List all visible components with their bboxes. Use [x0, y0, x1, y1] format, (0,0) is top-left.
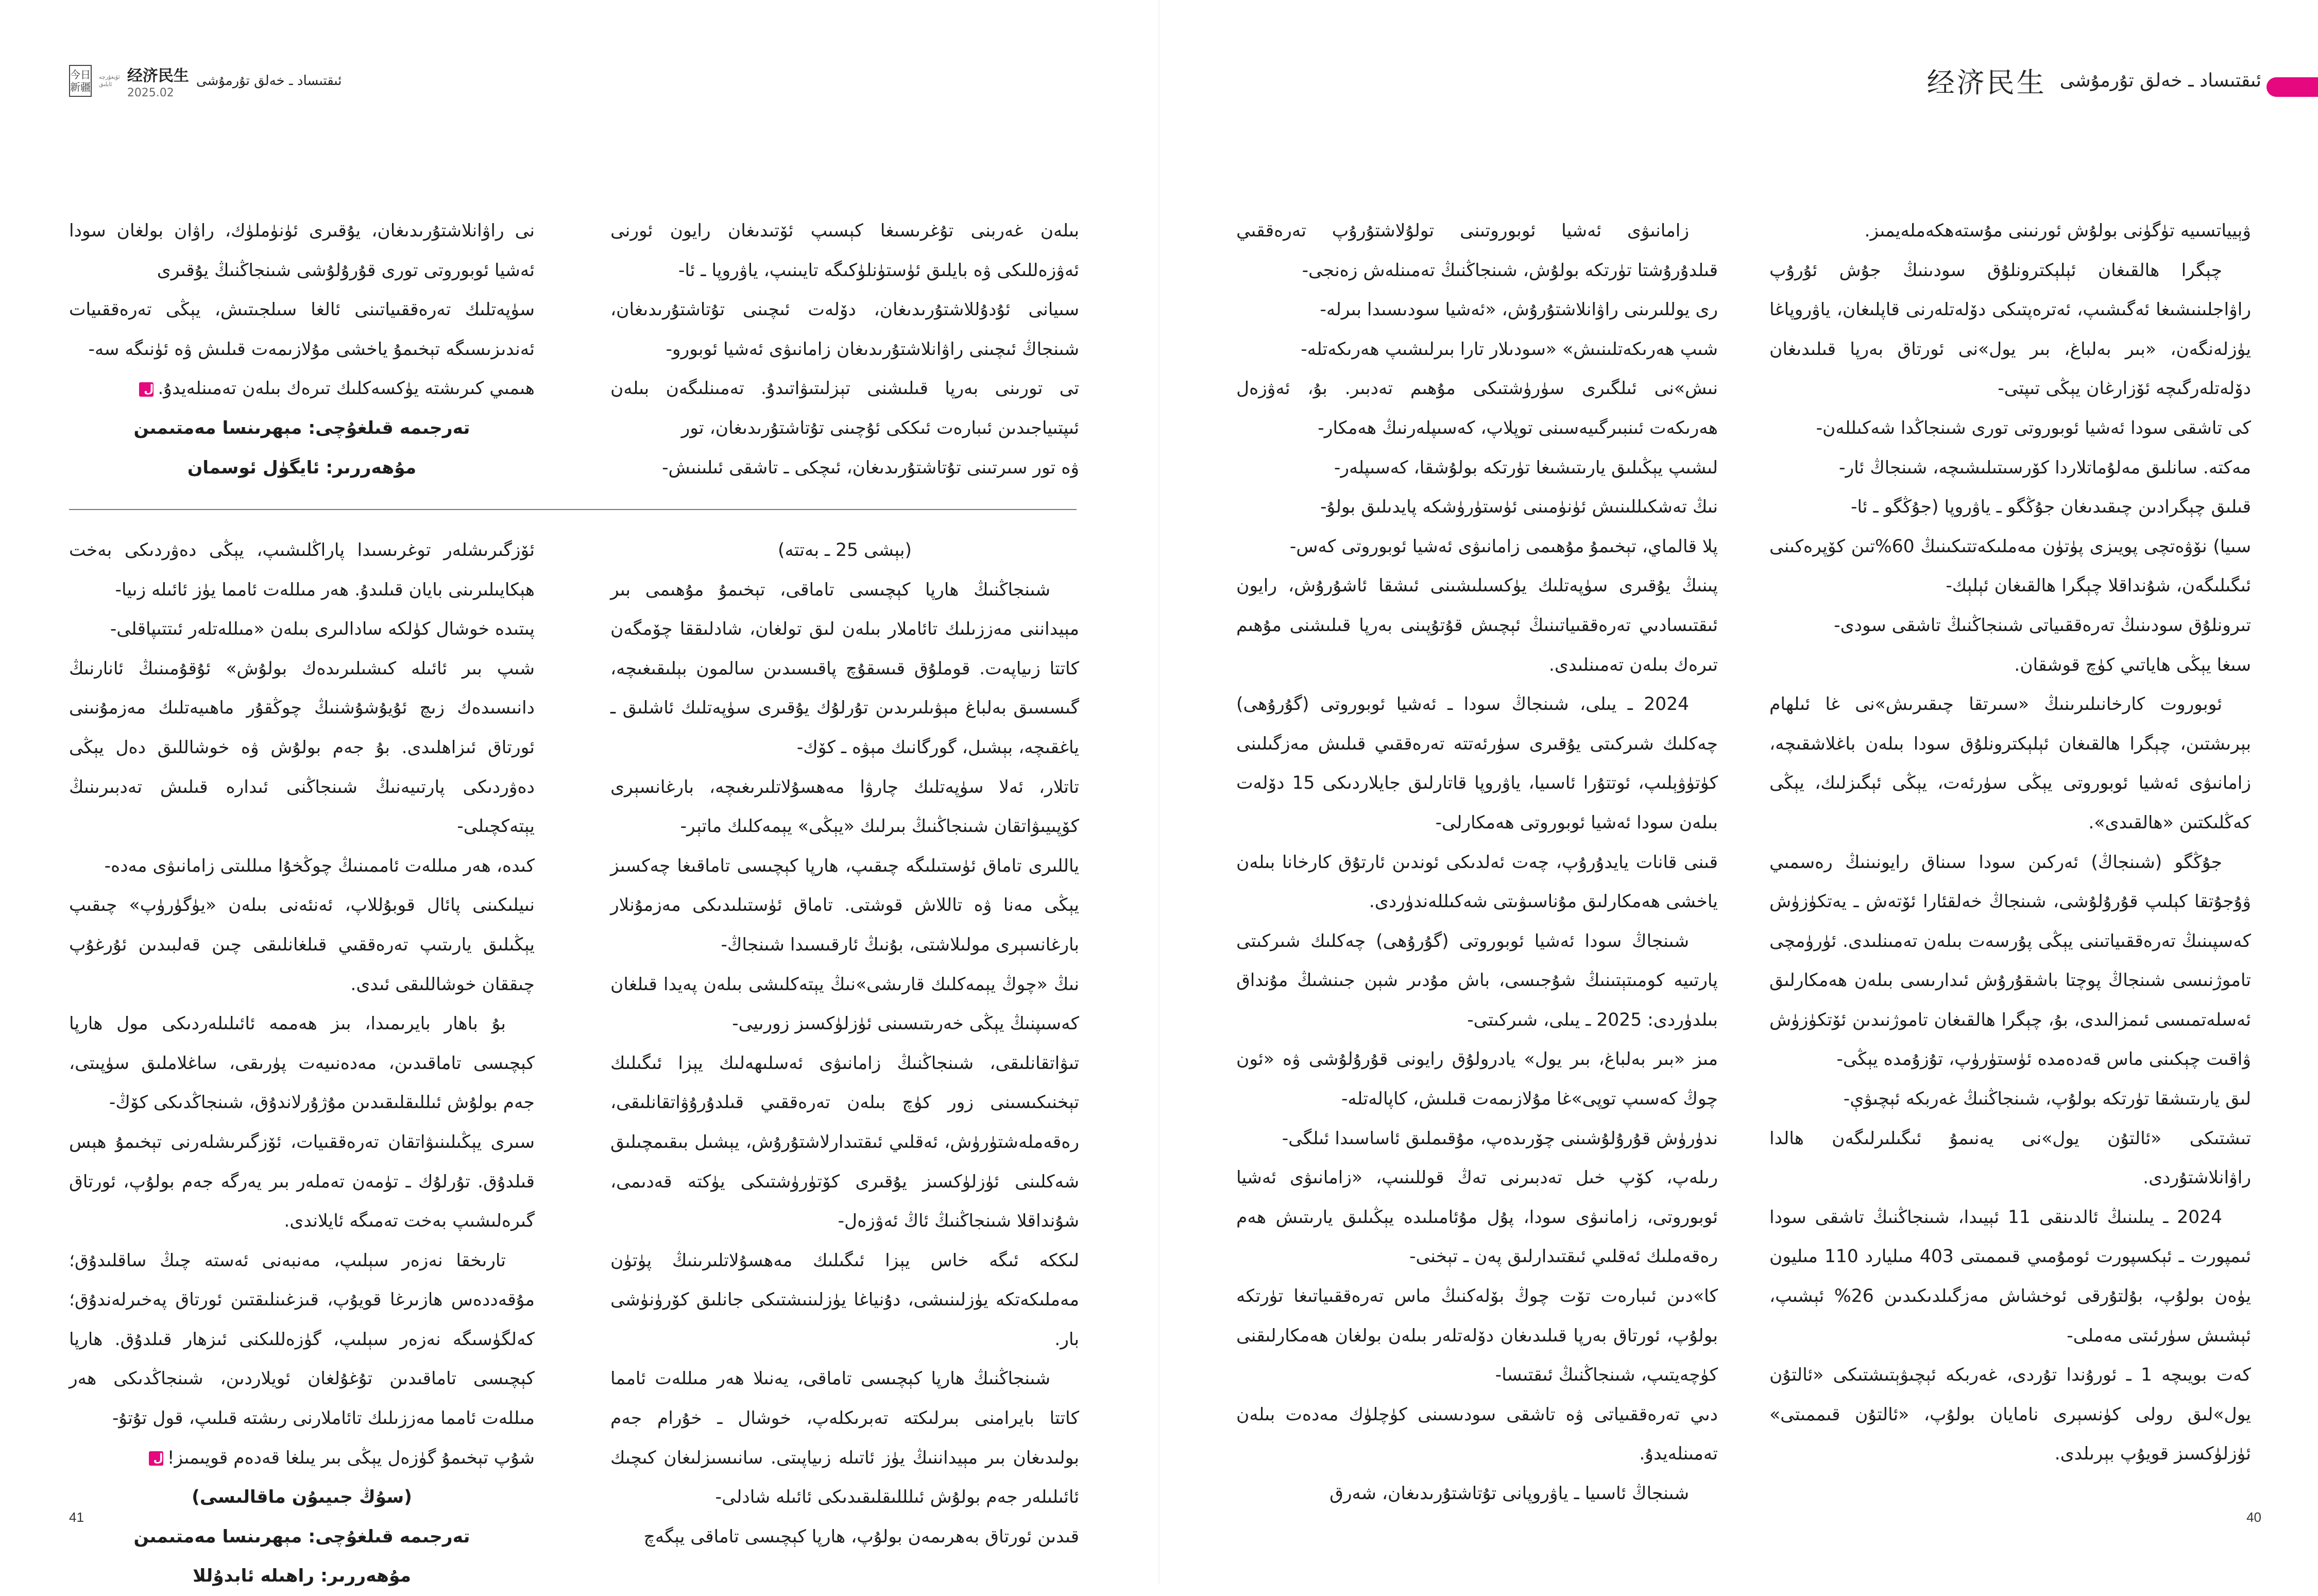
paragraph: سىيا) نۆۋەتچى پويىزى پۈتۈن مەملىكەتتىكىنىڭ 60%تىن كۆپرەكىنى ئىگىلىگەن، شۇنداقلا چېگرا ھالقىغان ئېلېك-: [1769, 536, 2251, 597]
paragraph: شىنجاڭنىڭ ھارپا كېچىسى تاماقى، تېخىمۇ مۇھىمى بىر مېيداننى مەززىلىك تائاملار بىلەن لىق تولغان، شادلىققا چۆمگەن كاتتا زىياپەت. قوملۇق قىسقۇچ پاقىسىدىن سالمون بېلىقىغىچە، گىسسىق بەلباغ مېۋىلىرىدىن تۇرلۇك يۇقىرى سۈپەتلىك ئاشلىق ـ ياغقىچە، بېشىل، گورگانىك مېۋە ـ كۆك-: [610, 579, 1079, 758]
paragraph: مىز «بىر بەلباغ، بىر يول» يادرولۇق رايونى قۇرۇلۇشى ۋە «ئون چوڭ كەسىپ توپى»غا مۇلازىمەت قىلىش، كاپالەتلە-: [1236, 1049, 1718, 1110]
right-page-header: [1927, 61, 2261, 100]
paragraph: [69, 369, 535, 409]
column-top-left: [69, 211, 535, 487]
article-end-icon: ل: [149, 1451, 163, 1466]
paragraph: [69, 1438, 535, 1478]
paragraph: كى تاشقى سودا ئەشيا ئوبوروتى تورى شىنجاڭدا شەكىللەن-: [1816, 417, 2251, 438]
paragraph: لىككە ئىگە خاس يېزا ئىگىلىك مەھسۇلاتلىرىنىڭ پۈتۈن مەملىكەتكە يۈزلىنىشى، دۇنياغا يۈزلىنىشتىكى جانلىق كۆرۈنۈشى بار.: [610, 1250, 1079, 1350]
paragraph: شىپ بىر ئائىلە كىشىلىرىدەك بولۇش» ئۇقۇمىنىڭ ئانارنىڭ دانىسىدەك زىچ ئۇيۇشۇشنىڭ چوڭقۇر ماھىيەتلىك مەزمۇنىنى ئورتاق ئىزاھلىدى. بۇ جەم بولۇش ۋە خوشاللىق دەل يېڭى دەۋردىكى پارتىيەنىڭ شىنجاڭنى ئىدارە قىلىش تەدبىرىنىڭ يېتەكچىلى-: [69, 658, 535, 837]
paragraph: لىشىپ يېڭىلىق يارىتىشىغا تۈرتكە بولۇشقا، كەسىپلەر-: [1334, 457, 1718, 478]
column-bottom-left: [69, 531, 535, 1596]
paragraph: نى راۋانلاشتۇرىدىغان، يۇقىرى ئۈنۈملۈك، راۋان بولغان سودا ئەشيا ئوبوروتى تورى قۇرۇلۇشى شىنجاڭنىڭ يۇقىرى: [69, 220, 535, 281]
paragraph: شىپ ھەرىكەتلىنىش» «سودىلار تارا بىرلىشىپ ھەرىكەتلە-: [1301, 338, 1718, 360]
editor-credit: مۇھەررىر: ئايگۈل ئوسمان: [187, 457, 417, 478]
paragraph: سىيانى ئۇدۇللاشتۇرىدىغان، دۆلەت ئىچىنى تۇتاشتۇرىدىغان، شىنجاڭ ئىچىنى راۋانلاشتۇرىدىغان زامانىۋى ئەشيا ئوبورو-: [610, 299, 1079, 360]
paragraph: تىرونلۇق سودىنىڭ تەرەققىياتى شىنجاڭنىڭ تاشقى سودى-: [1834, 615, 2251, 636]
paragraph: تارىخقا نەزەر سېلىپ، مەنبەنى ئەستە چىڭ ساقلىدۇق؛ مۇقەددەس ھازىرغا قويۇپ، قىزغىنلىقتىن ئورتاق پەخىرلەندۇق؛ كەلگۈسىگە نەزەر سېلىپ، گۈزەللىكنى ئىزھار قىلدۇق. ھارپا كېچىسى تاماقىدىن تۇغۇلغان ئويلاردىن، شىنجاڭدىكى ھەر مىللەت ئامما مەززىلىك تائاملارنى رىشتە قىلىپ، قول تۇتۇ-: [69, 1250, 535, 1429]
paragraph: شىنجاڭ ئاسىيا ـ ياۋروپانى تۇتاشتۇرىدىغان، شەرق: [1330, 1483, 1689, 1504]
paragraph: پىتىدە خوشال كۈلكە سادالىرى بىلەن «مىللەتلەر ئىتتىپاقلى-: [110, 619, 535, 640]
paragraph: لىق يارىتىشقا تۈرتكە بولۇپ، شىنجاڭنىڭ غەربكە ئېچىۋې-: [1843, 1089, 2251, 1110]
paragraph: كا»دىن ئىبارەت تۆت چوڭ بۆلەكنىڭ ماس تەرەققىياتىغا تۈرتكە بولۇپ، ئورتاق بەرپا قىلىدىغان دۆلەتلەر بىلەن بولغان ھەمكارلىقنى كۈچەيتىپ، شىنجاڭنىڭ ئىقتىسا-: [1236, 1286, 1718, 1386]
section-title-uyghur: ئىقتىساد ـ خەلق تۇرمۇشى: [196, 73, 342, 89]
paragraph: چېگرا ھالقىغان ئېلېكترونلۇق سودىنىڭ جۇش ئۇرۇپ راۋاجلىنىشىغا ئەگىشىپ، ئەترەپتىكى دۆلەتلەرنى قاپلىغان، ياۋروپاغا يۈزلەنگەن، «بىر بەلباغ، بىر يول»نى ئورتاق بەرپا قىلىدىغان دۆلەتلەرگىچە ئۆزارغان يېڭى تىپتى-: [1769, 260, 2251, 399]
column-left: [1236, 211, 1718, 1514]
paragraph: ياللىرى تاماق ئۈستىلىگە چىقىپ، ھارپا كېچىسى تاماقىغا چەكسىز يېڭى مەنا ۋە تاللاش قوشتى. تاماق ئۈستىلىدىكى مەزمۇنلار بارغانسېرى مولىلاشتى، بۇنىڭ ئارقىسىدا شىنجاڭ-: [610, 855, 1079, 955]
paragraph: تاتلار، ئەلا سۈپەتلىك چارۋا مەھسۇلاتلىرىغىچە، بارغانسېرى كۆپىيىۋاتقان شىنجاڭنىڭ بىرلىك «يېڭى» يېمەكلىك ماتېر-: [610, 776, 1079, 837]
article-source: (سۇڭ جىيىۇن ماقالىسى): [192, 1487, 412, 1508]
paragraph: شىنجاڭنىڭ ھارپا كېچىسى تاماقى، يەنىلا ھەر مىللەت ئامما كاتتا بايرامنى بىرلىكتە تەبرىكلەپ، خوشال ـ خۇرام جەم بولىدىغان بىر مېيداننىڭ يۈز ئاتىلە زىياپىتى. سانىسىزلىغان كىچىك ئائىلىلەر جەم بولۇش ئىلللىقلىقىدىكى ئائىلە شادلى-: [610, 1368, 1079, 1508]
left-page: [0, 0, 1159, 1587]
paragraph: ئۆزگىرىشلەر توغرىسىدا پاراڭلىشىپ، يېڭى دەۋردىكى بەخت ھېكايىلىرىنى بايان قىلىدۇ. ھەر مىللەت ئامما يۈز ئائىلە زىيا-: [69, 540, 535, 600]
paragraph: ئوبوروت كارخانىلىرىنىڭ «سىرتقا چىقىرىش»نى غا ئىلھام بېرىشتىن، چېگرا ھالقىغان ئېلېكترونلۇق سودا بىلەن باغلاشقىچە، زامانىۋى ئەشيا ئوبوروتى يېڭى سۈرئەت، يېڭى ئېگىزلىك، يېڭى كەڭلىكتىن «ھالقىدى».: [1769, 694, 2251, 833]
paragraph: 2024 ـ يىلىنىڭ ئالدىنقى 11 ئېيىدا، شىنجاڭنىڭ تاشقى سودا ئىمپورت ـ ئېكسپورت ئومۇمىي قىممىتى 403 مىليارد 110 مىليون يۈەن بولۇپ، بۇلتۇرقى ئوخشاش مەزگىلدىكىدىن 26% ئېشىپ، ئېشىش سۈرئىتى مەملى-: [1769, 1207, 2251, 1346]
paragraph: ندۈرۈش قۇرۇلۇشىنى چۆرىدەپ، مۇقىملىق ئاساسىدا ئىلگى-: [1282, 1128, 1718, 1149]
paragraph: مەكتە. سانلىق مەلۇماتلاردا كۆرسىتىلىشىچە، شىنجاڭ ئار-: [1839, 457, 2251, 478]
continued-note: (بېشى 25 ـ بەتتە): [778, 540, 912, 561]
paragraph: سىغا يېڭى ھاياتىي كۈچ قوشقان.: [2014, 654, 2251, 675]
editor-credit: مۇھەررىر: راھىلە ئابدۇللا: [193, 1566, 411, 1587]
paragraph: رى يوللىرىنى راۋانلاشتۇرۇش، «ئەشيا سودىسىدا بىرلە-: [1320, 299, 1718, 320]
logo-top-text: 今日: [70, 69, 91, 81]
paragraph: شىنجاڭ سودا ئەشيا ئوبوروتى (گۇرۇھى) چەكلىك شىركىتى پارتىيە كومىتېتىنىڭ شۇجىسى، باش مۇدىر شېن جىنشىڭ مۇنداق بىلدۈردى: 2025 ـ يىلى، شىركىتى-: [1236, 930, 1718, 1030]
paragraph: ۋېيياتسىيە تۈگۈنى بولۇش ئورنىنى مۇستەھكەملەيمىز.: [1864, 220, 2251, 241]
paragraph: جۇڭگو (شىنجاڭ) ئەركىن سودا سىناق رايونىنىڭ رەسمىي ۋۇجۇتقا كېلىپ قۇرۇلۇشى، شىنجاڭ خەلقئارا ئۆتەش ـ يەتكۈزۈش كەسپىنىڭ تەرەققىياتىنى يېڭى پۇرسەت بىلەن تەمىنلىدى. ئۈرۈمچى تاموژنىسى شىنجاڭ پوچتا باشقۇرۇش ئىدارىسى بىلەن ھەمكارلىق ئەسلەتمىسى ئىمزالىدى، بۇ، چېگرا ھالقىغان تاموژنىدىن ئۆتكۈزۈش ۋاقىت چېكىنى ماس قەدەمدە ئۈستۈرۈپ، تۇزۇمدە يېڭى-: [1769, 852, 2251, 1070]
paragraph: سىرى يېڭىلىنىۋاتقان تەرەققىيات، ئۆزگىرىشلەرنى تېخىمۇ ھېس قىلدۇق. تۇرلۇك ـ تۈمەن تەملەر بىر يەرگە جەم بولۇپ، ئورتاق گىرەلىشىپ بەخت تەمىگە ئايلاندى.: [69, 1131, 535, 1232]
paragraph: تىشتىكى «ئالتۇن يول»نى يەنىمۇ ئىگىلىرلىگەن ھالدا راۋانلاشتۇردى.: [1769, 1128, 2251, 1188]
paragraph: قىلىق چېگرادىن چىقىدىغان جۇڭگو ـ ياۋروپا (جۇڭگو ـ ئا-: [1850, 497, 2251, 518]
paragraph: 2024 ـ يىلى، شىنجاڭ سودا ـ ئەشيا ئوبوروتى (گۇرۇھى) چەكلىك شىركىتى يۇقىرى سۈرئەتتە تەرەققىي قىلىش مەزگىلىنى كۈتۈۋېلىپ، ئوتتۇرا ئاسىيا، ياۋروپا قاتارلىق جايلاردىكى 15 دۆلەت بىلەن سودا ئەشيا ئوبوروتى ھەمكارلى-: [1236, 694, 1718, 833]
paragraph: پىنىڭ يۇقىرى سۈپەتلىك يۈكسىلىشىنى ئىشقا ئاشۇرۇش، رايون ئىقتىسادىي تەرەققىياتىنىڭ ئېچىش قۇتۇپىنى بەرپا قىلىشنى مۇھىم تىرەك بىلەن تەمىنلىدى.: [1236, 575, 1718, 675]
paragraph-text: ھىمىي كىرىشتە يۈكسەكلىك تىرەك بىلەن تەمىنلەيدۇ.: [158, 378, 535, 399]
logo-sub-line: ئۇيغۇرچە: [99, 74, 120, 80]
paragraph: بۇ باھار بايرىمىدا، بىز ھەممە ئائىلىلەردىكى مول ھارپا كېچىسى تاماقىدىن، مەدەنىيەت پۈرىقى، ساغلاملىق سۈپىتى، جەم بولۇش ئىللىقلىقىدىن مۇژۇرلاندۇق، شىنجاڭدىكى كۆڭ-: [69, 1013, 535, 1113]
right-page: [1159, 0, 2318, 1584]
paragraph: نىڭ تەشكىللىنىش ئۈنۈمىنى ئۈستۈرۈشكە پايدىلىق بولۇ-: [1320, 497, 1718, 518]
left-page-header: [69, 63, 342, 99]
issue-number: 2025.02: [127, 86, 174, 99]
section-title-uyghur: ئىقتىساد ـ خەلق تۇرمۇشى: [2059, 70, 2261, 91]
paragraph: رىلەپ، كۆپ خىل تەدبىرنى تەڭ قوللىنىپ، «زامانىۋى ئەشيا ئوبوروتى، زامانىۋى سودا، پۇل مۇئامىلىدە يېڭىلىق يارىتىش ھەم رەقەملىك ئەقلىي ئىقتىدارلىق پەن ـ تېخنى-: [1236, 1167, 1718, 1267]
paragraph: كىدە، ھەر مىللەت ئاممىنىڭ چوڭخۇا مىللىتى زامانىۋى مەدە-: [104, 855, 535, 876]
paragraph: پلا قالماي، تېخىمۇ مۇھىمى زامانىۋى ئەشيا ئوبوروتى كەس-: [1289, 536, 1718, 557]
article-end-icon: ل: [139, 382, 154, 397]
section-title-cn: 经济民生: [127, 66, 189, 85]
paragraph: نىڭ «چوڭ يېمەكلىك قارىشى»نىڭ يېتەكلىشى بىلەن پەيدا قىلغان كەسىپنىڭ يېڭى خەرىتىسىنى ئۈزلۈكسىز زورىيى-: [610, 974, 1079, 1034]
logo-bottom-text: 新疆: [70, 81, 91, 93]
paragraph: ۋە تور سىرتىنى تۇتاشتۇرىدىغان، ئىچكى ـ تاشقى ئىلىنىش-: [662, 457, 1079, 478]
magazine-logo: [69, 65, 92, 97]
logo-subtext: [99, 74, 120, 88]
translator-credit: تەرجىمە قىلغۇچى: مېھرىنسا مەمتىمىن: [133, 417, 470, 438]
paragraph: نىش»نى ئىلگىرى سۈرۈشتىكى مۇھىم تەدبىر. بۇ، ئەۋزەل ھەرىكەت ئىنبىرگىيەسىنى توپلاپ، كەسىپلەرنىڭ ھەمكار-: [1236, 378, 1718, 438]
logo-sub-line: ئايلىق: [99, 81, 112, 88]
paragraph: كەت بويىچە 1 ـ ئورۇندا تۇردى، غەربكە ئېچىۋېتىشتىكى «ئالتۇن يول»لىق رولى كۈنسېرى نامايان بولۇپ، «ئالتۇن قىممىتى» ئۈزلۈكسىز قويۇپ بېرىلدى.: [1769, 1365, 2251, 1465]
paragraph: سۈپەتلىك تەرەققىياتىنى ئالغا سىلجىتىش، يېڭى تەرەققىيات ئەندىزىسىگە تېخىمۇ ياخشى مۇلازىمەت قىلىش ۋە ئۈنىگە سە-: [69, 299, 535, 360]
paragraph: دىي تەرەققىياتى ۋە تاشقى سودىسىنى كۈچلۈك مەدەت بىلەن تەمىنلەيدۇ.: [1236, 1404, 1718, 1465]
column-right: [1769, 211, 2251, 1474]
paragraph: زامانىۋى ئەشيا ئوبوروتىنى تولۇلاشتۇرۇپ تەرەققىي قىلدۇرۇشتا تۈرتكە بولۇش، شىنجاڭنىڭ تەمىنلەش زەنجى-: [1236, 220, 1718, 281]
column-top-right: [610, 211, 1079, 487]
paragraph-text: شۇپ تېخىمۇ گۈزەل يېڭى بىر يىلغا قەدەم قويىمىز!: [167, 1447, 535, 1468]
translator-credit: تەرجىمە قىلغۇچى: مېھرىنسا مەمتىمىن: [133, 1526, 470, 1547]
paragraph: نىيلىكىنى پائال قوبۇللاپ، ئەنئەنى بىلەن «يۈگۈرۈپ» چىقىپ يېڭىلىق يارىتىپ تەرەققىي قىلغانلىقى چىن قەلبىدىن ئۇرغۇپ چىققان خوشاللىقى ئىدى.: [69, 895, 535, 995]
section-tab-marker: [2266, 77, 2318, 97]
paragraph: بىلەن غەربنى تۇغرىسىغا كېسىپ ئۆتىدىغان رايون ئورنى ئەۋزەللىكى ۋە بايلىق ئۈستۈنلۈكىگە تايىنىپ، ياۋروپا ـ ئا-: [610, 220, 1079, 281]
paragraph: قىنى قانات يايدۇرۇپ، چەت ئەلدىكى ئوندىن ئارتۇق كارخانا بىلەن ياخشى ھەمكارلىق مۇناسىۋىتى شەكىللەندۈردى.: [1236, 852, 1718, 912]
paragraph: تى تورىنى بەرپا قىلىشنى تېزلىتىۋاتىدۇ. تەمىنلىگەن بىلەن ئىپتىياجىدىن ئىبارەت ئىككى ئۇچىنى تۇتاشتۇرىدىغان، تور: [610, 378, 1079, 438]
paragraph: قىدىن ئورتاق بەھرىمەن بولۇپ، ھارپا كېچىسى تاماقى يېگەچ: [643, 1526, 1079, 1547]
section-divider: [69, 509, 1077, 510]
page-number: 41: [69, 1509, 84, 1525]
column-bottom-right: [610, 531, 1079, 1556]
paragraph: تىۋاتقانلىقى، شىنجاڭنىڭ زامانىۋى ئەسلىھەلىك يېزا ئىگىلىك تېخنىكىسىنى زور كۈچ بىلەن تەرەققىي قىلدۇرۇۋاتقانلىقى، رەقەملەشتۈرۈش، ئەقلىي ئىقتىدارلاشتۇرۇش، يېشىل بىقىمچىلىق شەكلىنى ئۈزلۈكسىز يۇقىرى كۆتۈرۈشتىكى يۈكتە قەدىمى، شۇنداقلا شىنجاڭنىڭ ئاڭ ئەۋزەل-: [610, 1052, 1079, 1232]
section-title-cn: 经济民生: [1927, 66, 2047, 99]
section-title-block: [127, 63, 189, 99]
page-number: 40: [2246, 1509, 2261, 1525]
